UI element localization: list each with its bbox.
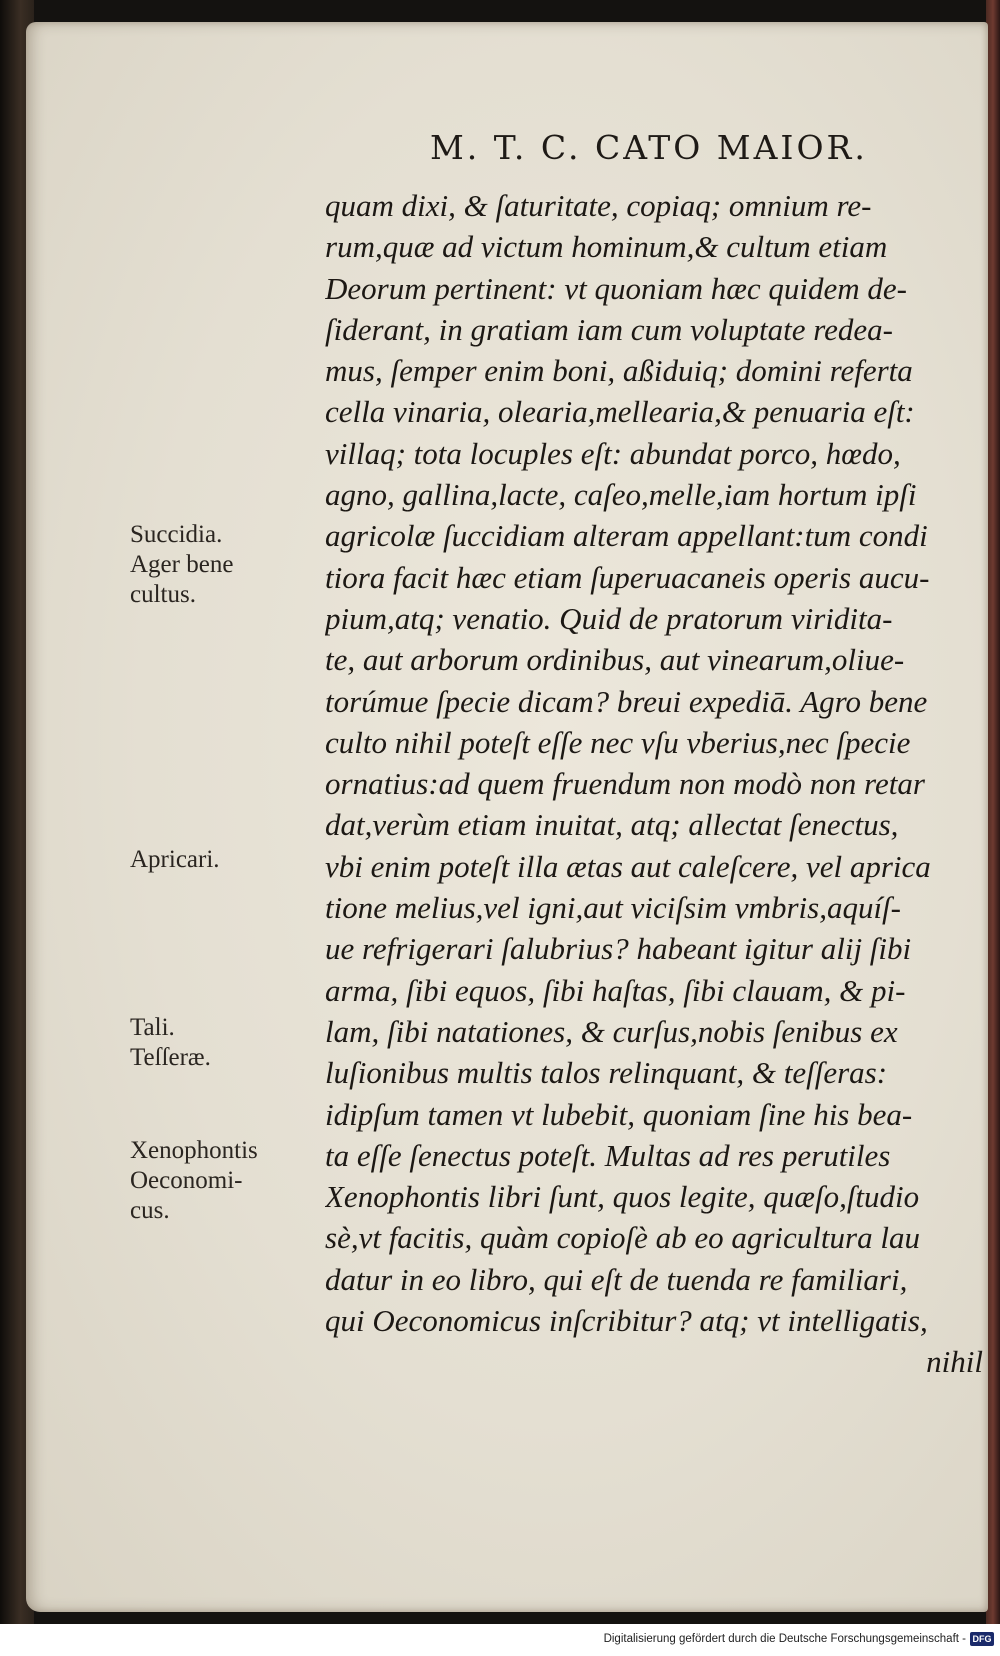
text-line: torúmue ſpecie dicam? breui expediā. Agro bene [325, 683, 928, 719]
marginal-note-line: cultus. [130, 581, 196, 608]
text-line: Deorum pertinent: vt quoniam hæc quidem de- [325, 270, 907, 306]
marginal-note-line: Succidia. [130, 521, 223, 548]
marginal-note-apricari [130, 845, 315, 875]
marginal-note-line: Teſſeræ. [130, 1044, 211, 1071]
text-line: ue refrigerari ſalubrius? habeant igitur alij ſibi [325, 931, 912, 967]
text-line: cella vinaria, olearia,mellearia,& penuaria eſt: [325, 394, 915, 430]
text-line: datur in eo libro, qui eſt de tuenda re familiari, [325, 1261, 908, 1297]
text-line: te, aut arborum ordinibus, aut vinearum,oliue- [325, 642, 905, 678]
text-line: agno, gallina,lacte, caſeo,melle,iam hortum ipſi [325, 477, 917, 513]
text-line: lam, ſibi natationes, & curſus,nobis ſenibus ex [325, 1013, 898, 1049]
text-line: idipſum tamen vt lubebit, quoniam ſine his bea- [325, 1096, 913, 1132]
text-line: pium,atq; venatio. Quid de pratorum viridita- [325, 600, 893, 636]
main-text-block [325, 185, 985, 1383]
text-line: sè,vt facitis, quàm copioſè ab eo agricultura lau [325, 1220, 920, 1256]
footer-credit: Digitalisierung gefördert durch die Deutsche Forschungsgemeinschaft - [603, 1633, 966, 1645]
marginal-note-line: cus. [130, 1197, 170, 1224]
text-line: tione melius,vel igni,aut viciſsim vmbris,aquíſ- [325, 890, 901, 926]
marginal-note-line: Apricari. [130, 846, 220, 873]
marginal-note-line: Ager bene [130, 551, 234, 578]
text-line: vbi enim poteſt illa ætas aut caleſcere, vel aprica [325, 848, 931, 884]
marginal-note-xenophontis [130, 1136, 315, 1226]
catchword: nihil [926, 1344, 983, 1380]
marginal-note-tali [130, 1013, 315, 1073]
marginal-note-succidia [130, 520, 315, 610]
marginal-note-line: Xenophontis [130, 1137, 258, 1164]
text-line: tiora facit hæc etiam ſuperuacaneis operis aucu- [325, 559, 930, 595]
text-line: ornatius:ad quem fruendum non modò non retar [325, 766, 925, 802]
running-head: M. T. C. CATO MAIOR. [430, 128, 868, 167]
text-line: culto nihil poteſt eſſe nec vſu vberius,nec ſpecie [325, 724, 911, 760]
text-line: ta eſſe ſenectus poteſt. Multas ad res perutiles [325, 1137, 891, 1173]
text-line: agricolæ ſuccidiam alteram appellant:tum condi [325, 518, 928, 554]
text-line: mus, ſemper enim boni, aßiduiq; domini referta [325, 353, 913, 389]
text-line: arma, ſibi equos, ſibi haſtas, ſibi clauam, & pi- [325, 972, 906, 1008]
text-line: villaq; tota locuples eſt: abundat porco, hœdo, [325, 435, 901, 471]
text-line: qui Oeconomicus inſcribitur? atq; vt intelligatis, [325, 1303, 928, 1339]
text-line: rum,quæ ad victum hominum,& cultum etiam [325, 229, 888, 265]
dfg-logo: DFG [970, 1632, 994, 1646]
digitization-footer [0, 1624, 1000, 1656]
text-line: quam dixi, & ſaturitate, copiaq; omnium re- [325, 188, 872, 223]
marginal-note-line: Oeconomi- [130, 1167, 243, 1194]
text-line: ſiderant, in gratiam iam cum voluptate redea- [325, 311, 893, 347]
text-line: Xenophontis libri ſunt, quos legite, quæſo,ſtudio [325, 1179, 920, 1215]
text-line: dat,verùm etiam inuitat, atq; allectat ſenectus, [325, 807, 899, 843]
text-line: luſionibus multis talos relinquant, & teſſeras: [325, 1055, 888, 1091]
marginal-note-line: Tali. [130, 1014, 175, 1041]
book-edge-right [986, 0, 1000, 1656]
